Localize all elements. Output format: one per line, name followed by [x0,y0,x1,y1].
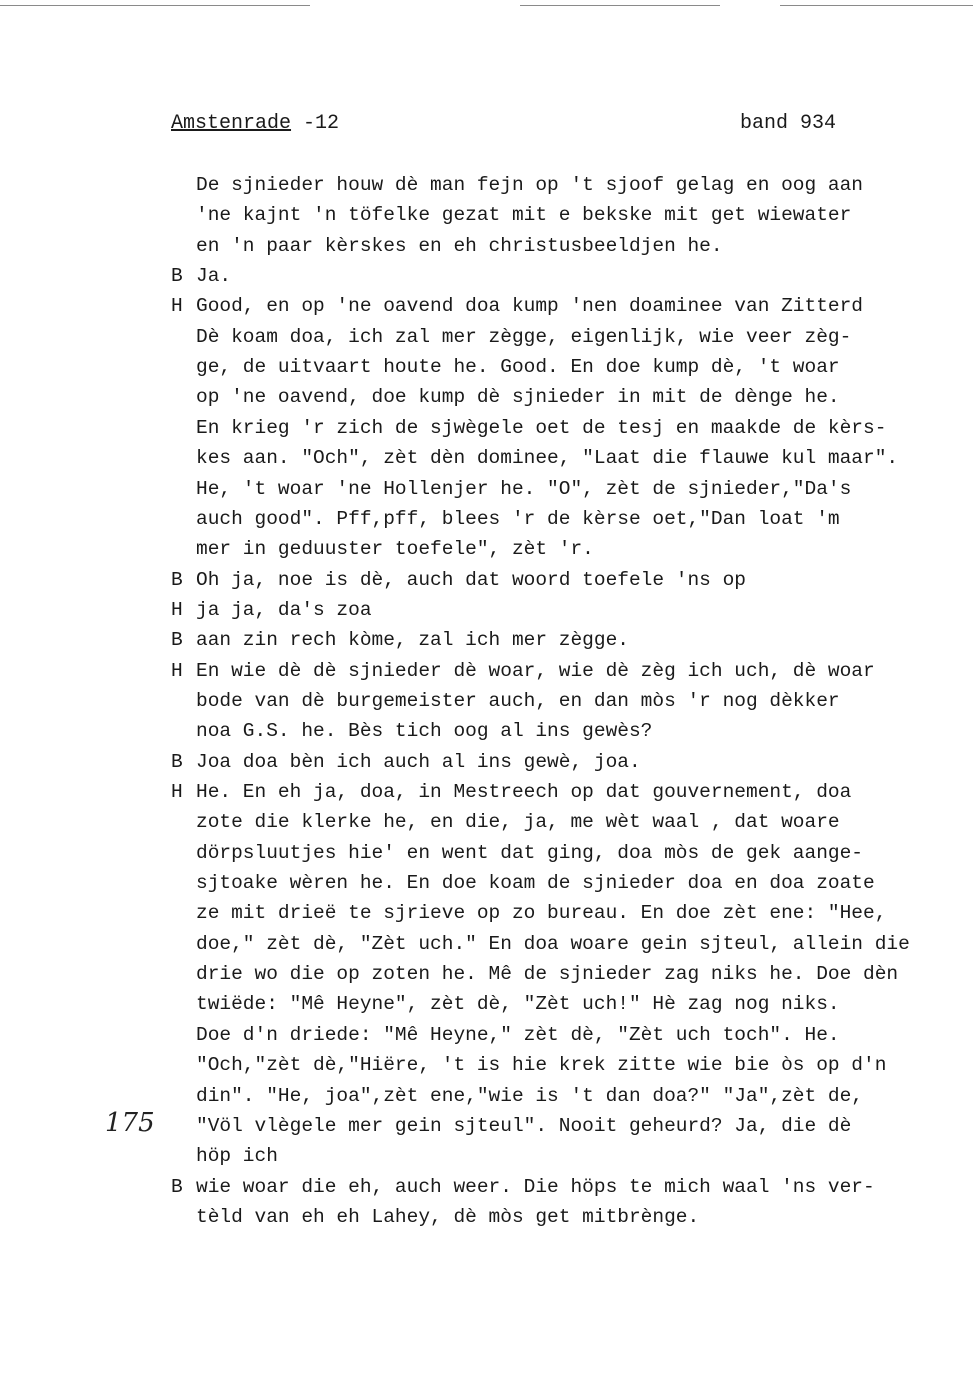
header-page-number: -12 [291,112,340,135]
transcript-line [0,1081,973,1111]
speaker-label: B [171,1175,183,1198]
transcript-line [0,625,973,655]
header-location [171,112,339,135]
speaker-label: B [171,568,183,591]
line-text: sjtoake wèren he. En doe koam de sjnieder doa en doa zoate [196,872,875,895]
line-text: auch good". Pff,pff, blees 'r de kèrse oet,"Dan loat 'm [196,507,840,530]
line-text: twiëde: "Mê Heyne", zèt dè, "Zèt uch!" Hè zag nog niks. [196,993,840,1016]
line-text: doe," zèt dè, "Zèt uch." En doa woare gein sjteul, allein die [196,932,910,955]
scan-edge-line-right [780,5,973,6]
header-band: band 934 [740,112,837,135]
transcript-line [0,686,973,716]
line-text: op 'ne oavend, doe kump dè sjnieder in mit de dènge he. [196,386,840,409]
line-text: 'ne kajnt 'n töfelke gezat mit e bekske mit get wiewater [196,204,852,227]
line-text: kes aan. "Och", zèt dèn dominee, "Laat die flauwe kul maar". [196,447,899,470]
transcript-line [0,929,973,959]
transcript-line [0,352,973,382]
line-text: He. En eh ja, doa, in Mestreech op dat gouvernement, doa [196,781,852,803]
line-text: drie wo die op zoten he. Mê de sjnieder zag niks he. Doe dèn [196,963,899,986]
line-text: en 'n paar kèrskes en eh christusbeeldjen he. [196,234,723,257]
transcript-line [0,656,973,686]
scan-edge-line-middle [520,5,720,6]
scan-edge-line-left [0,5,310,6]
line-text: De sjnieder houw dè man fejn op 't sjoof gelag en oog aan [196,174,864,196]
header-place: Amstenrade [171,112,292,135]
transcript-line [0,989,973,1019]
transcript-line [0,838,973,868]
line-text: "Och,"zèt dè,"Hiëre, 't is hie krek zitte wie bie òs op d'n [196,1054,887,1077]
line-text: wie woar die eh, auch weer. Die höps te mich waal 'ns ver- [196,1175,875,1198]
line-text: Good, en op 'ne oavend doa kump 'nen doaminee van Zitterd [196,295,864,318]
line-text: Dè koam doa, ich zal mer zègge, eigenlijk, wie veer zèg- [196,325,852,348]
transcript-line [0,898,973,928]
transcript-line [0,504,973,534]
line-text: En wie dè dè sjnieder dè woar, wie dè zèg ich uch, dè woar [196,659,875,682]
line-text: mer in geduuster toefele", zèt 'r. [196,538,594,561]
page-header [171,112,843,140]
line-text: dörpsluutjes hie' en went dat ging, doa mòs de gek aange- [196,841,864,864]
speaker-label: B [171,750,183,773]
transcript-line [0,170,973,200]
transcript-line [0,1172,973,1202]
transcript-line [0,959,973,989]
line-text: Oh ja, noe is dè, auch dat woord toefele 'ns op [196,568,746,591]
transcript-line [0,291,973,321]
transcript-line [0,565,973,595]
transcript-line [0,716,973,746]
transcript-line [0,1050,973,1080]
transcript-line [0,382,973,412]
transcript-line [0,413,973,443]
line-text: ze mit drieë te sjrieve op zo bureau. En doe zèt ene: "Hee, [196,902,887,925]
transcript-line [0,443,973,473]
transcript-line [0,1020,973,1050]
line-text: zote die klerke he, en die, ja, me wèt waal , dat woare [196,811,840,834]
transcript-line [0,1141,973,1171]
transcript-line [0,261,973,291]
line-text: En krieg 'r zich de sjwègele oet de tesj en maakde de kèrs- [196,416,887,439]
speaker-label: H [171,598,183,621]
line-text: ja ja, da's zoa [196,598,372,621]
transcript-line [0,200,973,230]
line-text: noa G.S. he. Bès tich oog al ins gewès? [196,720,653,743]
transcript-line [0,595,973,625]
speaker-label: H [171,781,183,803]
line-text: bode van dè burgemeister auch, en dan mòs 'r nog dèkker [196,689,840,712]
transcript-line [0,322,973,352]
line-text: tèld van eh eh Lahey, dè mòs get mitbrènge. [196,1205,700,1228]
line-text: Ja. [196,265,232,288]
transcript-line [0,807,973,837]
line-text: din". "He, joa",zèt ene,"wie is 't dan doa?" "Ja",zèt de, [196,1084,864,1107]
speaker-label: B [171,629,183,652]
margin-note: 175 [105,1108,155,1138]
transcript-line [0,868,973,898]
line-text: ge, de uitvaart houte he. Good. En doe kump dè, 't woar [196,356,840,379]
line-text: "Völ vlègele mer gein sjteul". Nooit geheurd? Ja, die dè [196,1114,852,1137]
line-text: aan zin rech kòme, zal ich mer zègge. [196,629,629,652]
transcript-line [0,474,973,504]
transcript-line [0,1202,973,1232]
speaker-label: H [171,295,183,318]
transcript-line [0,777,973,807]
transcript-line [0,231,973,261]
speaker-label: B [171,265,183,288]
line-text: höp ich [196,1145,278,1168]
line-text: Joa doa bèn ich auch al ins gewè, joa. [196,750,641,773]
speaker-label: H [171,659,183,682]
transcript-line [0,534,973,564]
transcript-line [0,747,973,777]
line-text: Doe d'n driede: "Mê Heyne," zèt dè, "Zèt uch toch". He. [196,1023,840,1046]
line-text: He, 't woar 'ne Hollenjer he. "O", zèt de sjnieder,"Da's [196,477,852,500]
